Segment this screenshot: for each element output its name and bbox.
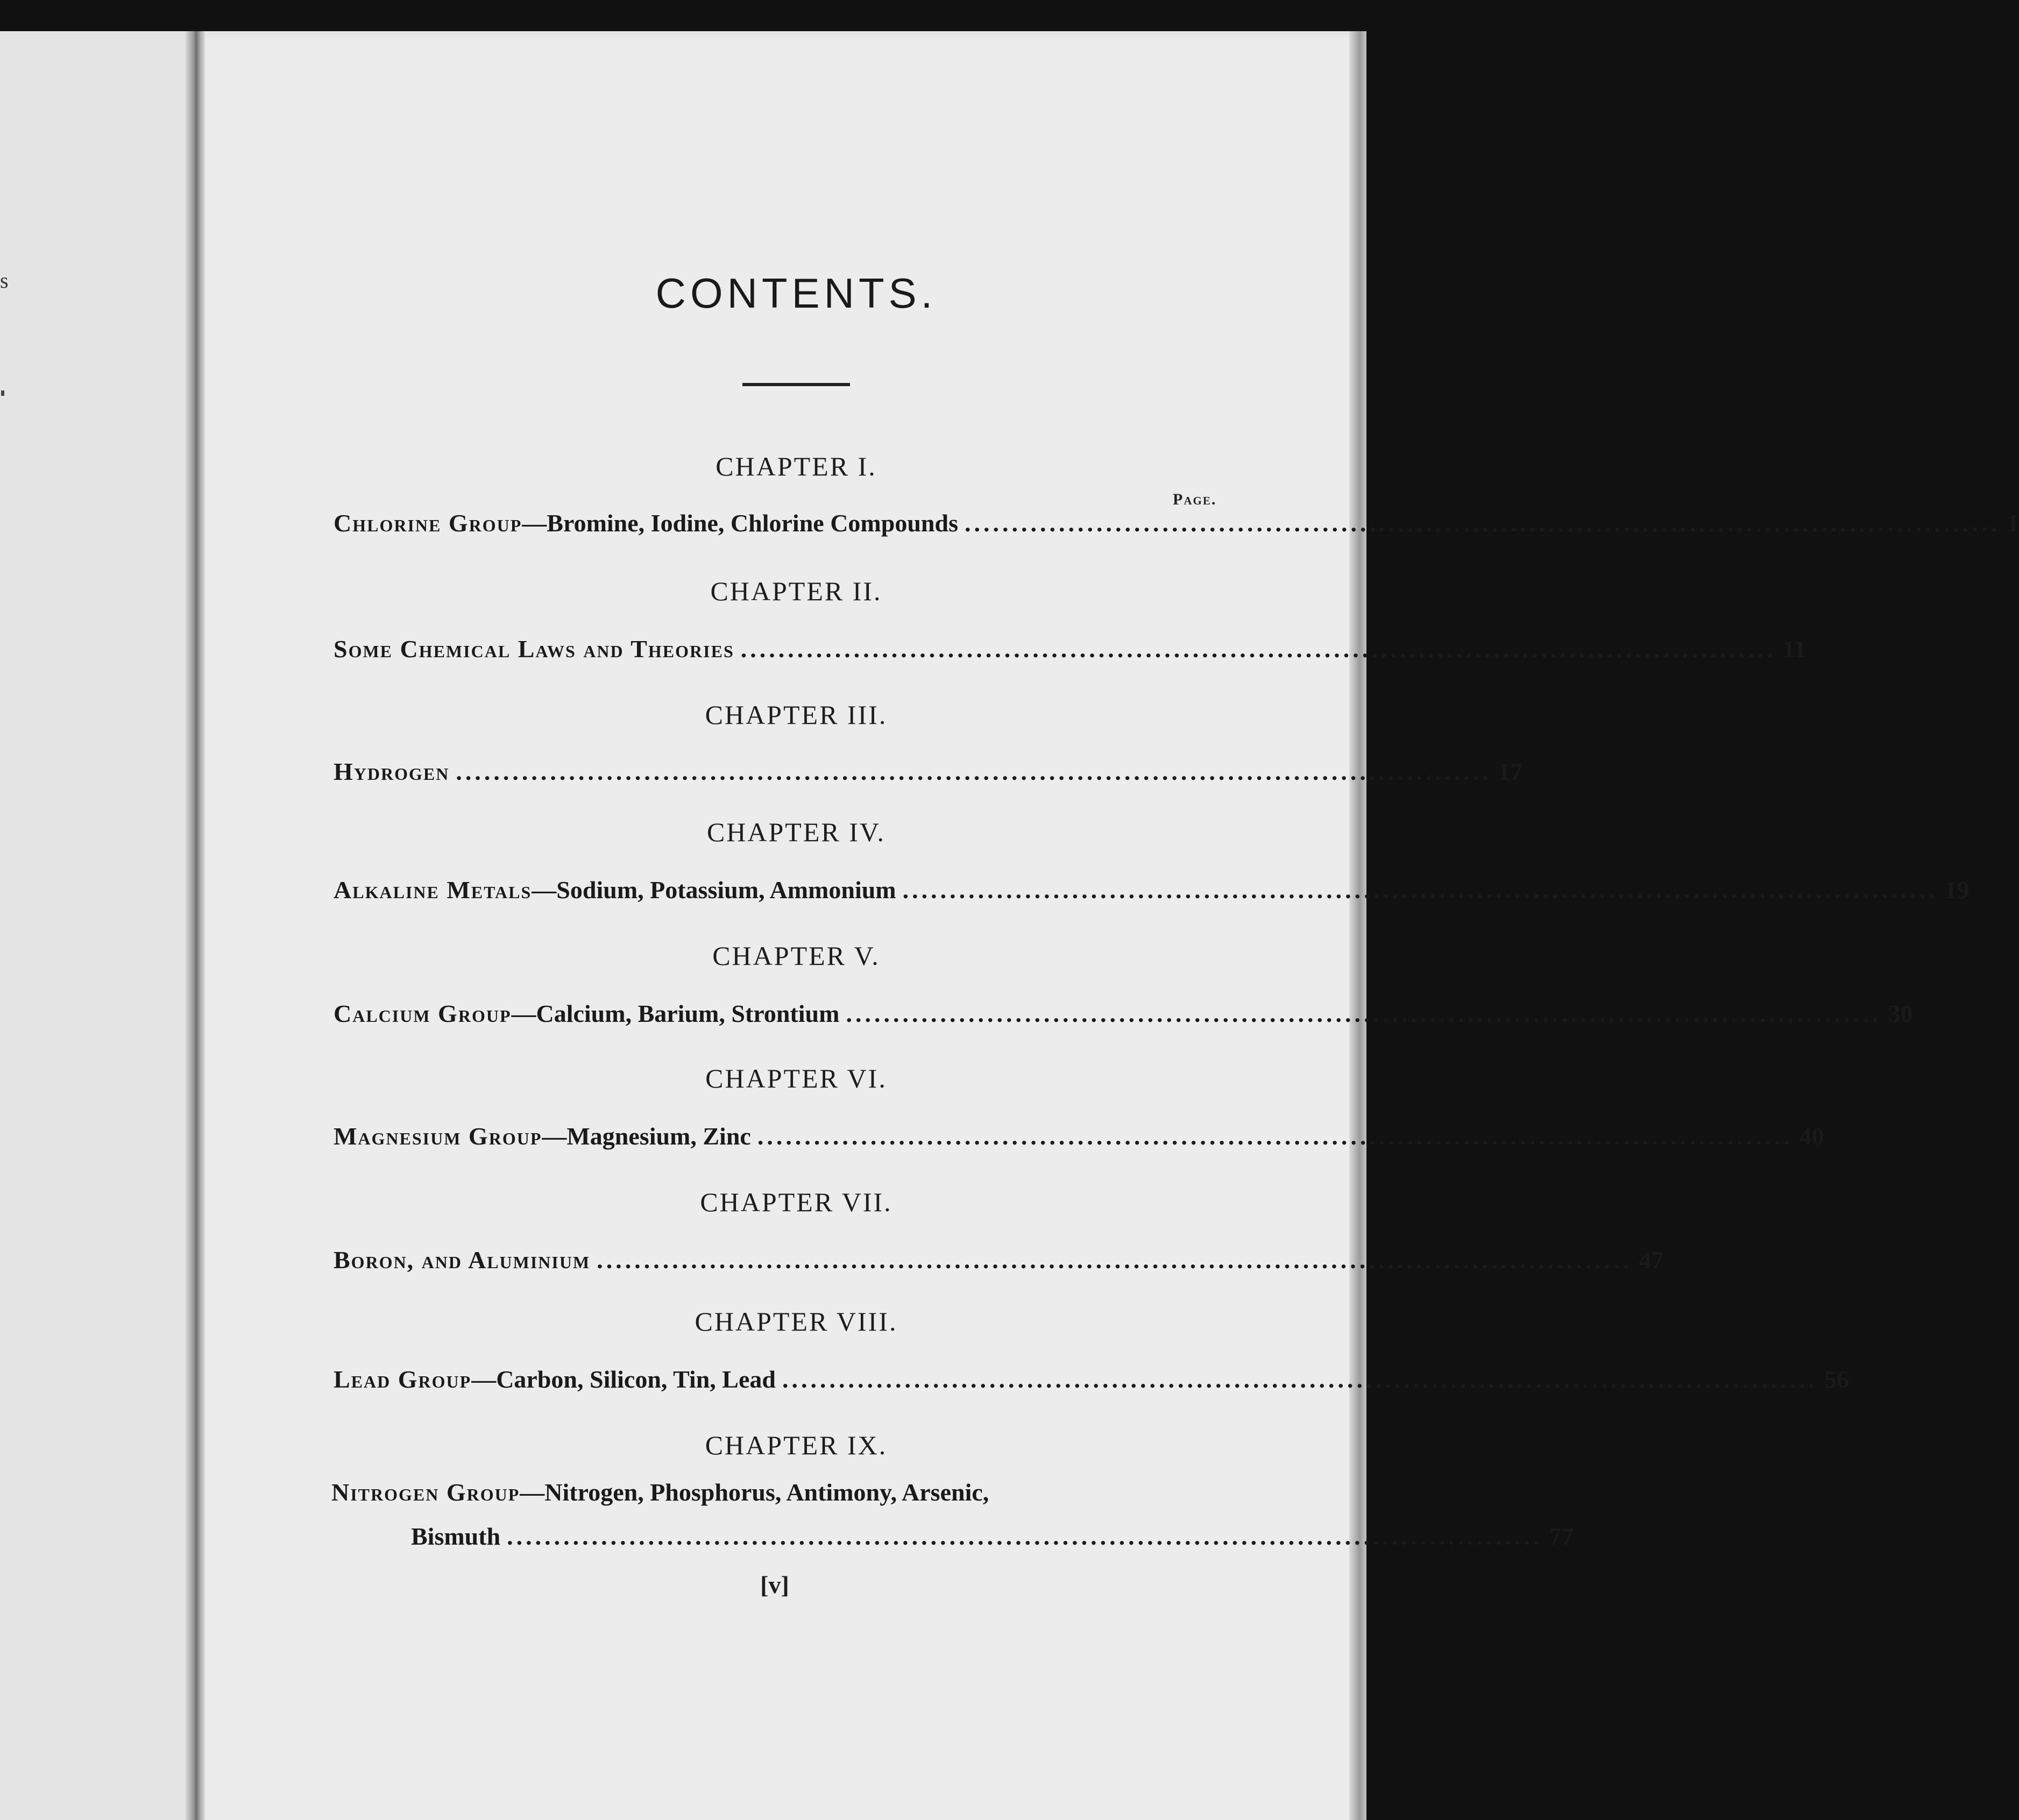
chapter-heading: CHAPTER VI. [705, 1063, 887, 1093]
toc-entry [334, 635, 1807, 663]
toc-entry-continuation [411, 1522, 1574, 1551]
entry-subtitle: —Sodium, Potassium, Ammonium [532, 876, 896, 904]
entry-title: Alkaline Metals [334, 876, 532, 904]
chapter-heading: CHAPTER I. [715, 451, 877, 481]
entry-title: Nitrogen Group [331, 1478, 520, 1506]
entry-subtitle: —Magnesium, Zinc [542, 1122, 751, 1150]
left-page-fragment: s [0, 268, 9, 293]
title-rule [742, 383, 850, 386]
toc-entry [334, 1365, 1849, 1394]
dot-leader: .............................................................................................................. [782, 1366, 1818, 1393]
entry-page-number: 19 [1944, 876, 1970, 904]
toc-entry [334, 757, 1523, 786]
entry-title: Lead Group [334, 1366, 472, 1393]
dot-leader: .............................................................................................................. [507, 1523, 1543, 1550]
toc-entry [334, 509, 2019, 537]
entry-subtitle: —Nitrogen, Phosphorus, Antimony, Arsenic, [520, 1478, 989, 1506]
entry-page-number: 1 [2006, 509, 2019, 537]
entry-subtitle: —Bromine, Iodine, Chlorine Compounds [522, 509, 958, 537]
dot-leader: .............................................................................................................. [597, 1246, 1633, 1274]
toc-entry [334, 999, 1913, 1028]
entry-title: Magnesium Group [334, 1122, 542, 1150]
entry-title: Hydrogen [334, 758, 450, 785]
entry-title: Some Chemical Laws and Theories [334, 635, 734, 663]
chapter-heading: CHAPTER VIII. [695, 1306, 898, 1336]
chapter-heading: CHAPTER VII. [700, 1187, 892, 1217]
entry-page-number: 11 [1782, 635, 1807, 663]
page-column-label: Page. [1173, 490, 1217, 508]
chapter-heading: CHAPTER IX. [705, 1430, 888, 1460]
chapter-heading: CHAPTER IV. [706, 817, 886, 847]
toc-entry [334, 1122, 1824, 1150]
dot-leader: .............................................................................................................. [902, 876, 1938, 904]
entry-subtitle: —Calcium, Barium, Strontium [511, 1000, 840, 1027]
entry-title: Calcium Group [334, 1000, 512, 1027]
dot-leader: .............................................................................................................. [740, 635, 1776, 663]
toc-entry [331, 1478, 989, 1506]
chapter-heading: CHAPTER III. [705, 700, 888, 730]
entry-page-number: 47 [1639, 1246, 1664, 1274]
toc-entry [334, 1246, 1664, 1274]
entry-subtitle-continuation: Bismuth [411, 1523, 501, 1550]
page-folio: [v] [760, 1571, 789, 1598]
entry-page-number: 77 [1549, 1523, 1574, 1550]
dot-leader: .............................................................................................................. [757, 1122, 1793, 1150]
entry-subtitle: —Carbon, Silicon, Tin, Lead [471, 1366, 776, 1393]
entry-title: Chlorine Group [334, 509, 522, 537]
entry-page-number: 30 [1888, 1000, 1913, 1027]
chapter-heading: CHAPTER II. [710, 576, 882, 606]
page-title: CONTENTS. [655, 269, 937, 317]
entry-page-number: 40 [1799, 1122, 1824, 1150]
entry-page-number: 17 [1498, 758, 1523, 785]
dot-leader: .............................................................................................................. [964, 509, 2000, 537]
entry-title: Boron, and Aluminium [334, 1246, 591, 1274]
chapter-heading: CHAPTER V. [712, 941, 880, 971]
entry-page-number: 56 [1824, 1366, 1849, 1393]
dot-leader: .............................................................................................................. [456, 758, 1492, 785]
toc-entry [334, 876, 1970, 904]
dot-leader: .............................................................................................................. [846, 1000, 1882, 1027]
